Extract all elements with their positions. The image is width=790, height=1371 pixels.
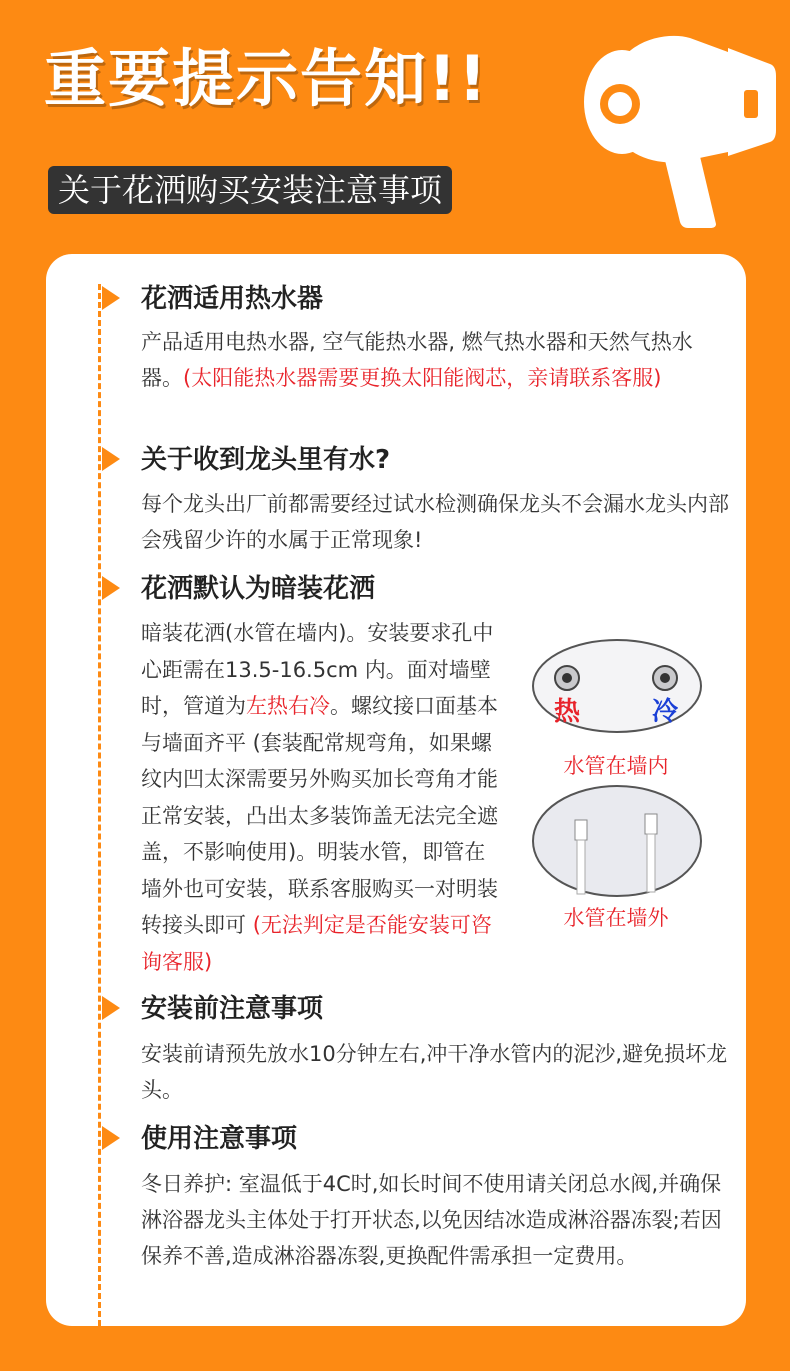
- section-text: [141, 324, 731, 396]
- subtitle-badge: 关于花洒购买安装注意事项: [48, 166, 452, 214]
- dashed-timeline: [98, 284, 101, 1326]
- section-heading: 安装前注意事项: [141, 994, 324, 1024]
- section-text-part: 。螺纹接口面基本与墙面齐平 (套装配常规弯角，如果螺纹内凹太深需要另外购买加长弯角才能正常安装，凸出太多装饰盖无法完全遮盖，不影响使用)。明装水管，即管在墙外也可安装，联系客服购买一对明装转接头即可: [141, 694, 498, 937]
- section-heading: 花洒默认为暗装花洒: [141, 574, 376, 604]
- section-note: (无法判定是否能安装可咨询客服): [141, 913, 492, 974]
- section-text-main: 产品适用电热水器, 空气能热水器, 燃气热水器和天然气热水器。: [141, 330, 693, 390]
- notice-card: [46, 254, 746, 1326]
- section-text: 每个龙头出厂前都需要经过试水检测确保龙头不会漏水龙头内部会残留少许的水属于正常现象!: [141, 492, 729, 552]
- section-text-part: 暗装花洒(水管在墙内)。安装要求孔中心距需在13.5-16.5cm 内。面对墙壁时，管道为: [141, 621, 494, 718]
- megaphone-icon: [570, 18, 780, 230]
- section-text: 安装前请预先放水10分钟左右,冲干净水管内的泥沙,避免损坏龙头。: [141, 1042, 728, 1102]
- section-heading: 使用注意事项: [141, 1124, 298, 1154]
- image-caption: 水管在墙内: [563, 754, 669, 778]
- triangle-arrow-icon: [102, 1126, 120, 1150]
- highlight-text: 左热右冷: [246, 694, 330, 718]
- section-text: 冬日养护: 室温低于4C时,如长时间不使用请关闭总水阀,并确保淋浴器龙头主体处于打开状态,以免因结冰造成淋浴器冻裂;若因保养不善,造成淋浴器冻裂,更换配件需承担一定费用。: [141, 1172, 722, 1268]
- section-note: (太阳能热水器需要更换太阳能阀芯，亲请联系客服): [183, 366, 662, 390]
- cold-label: 冷: [651, 697, 679, 727]
- image-caption: 水管在墙外: [563, 906, 669, 930]
- section-heading: 花洒适用热水器: [141, 284, 324, 314]
- triangle-arrow-icon: [102, 996, 120, 1020]
- triangle-arrow-icon: [102, 576, 120, 600]
- hot-label: 热: [553, 697, 581, 727]
- exposed-pipe-image: [531, 784, 703, 898]
- triangle-arrow-icon: [102, 447, 120, 471]
- section-heading: 关于收到龙头里有水?: [141, 445, 391, 475]
- page-title: 重要提示告知!!: [44, 42, 489, 115]
- triangle-arrow-icon: [102, 286, 120, 310]
- in-wall-pipe-image: [531, 638, 703, 734]
